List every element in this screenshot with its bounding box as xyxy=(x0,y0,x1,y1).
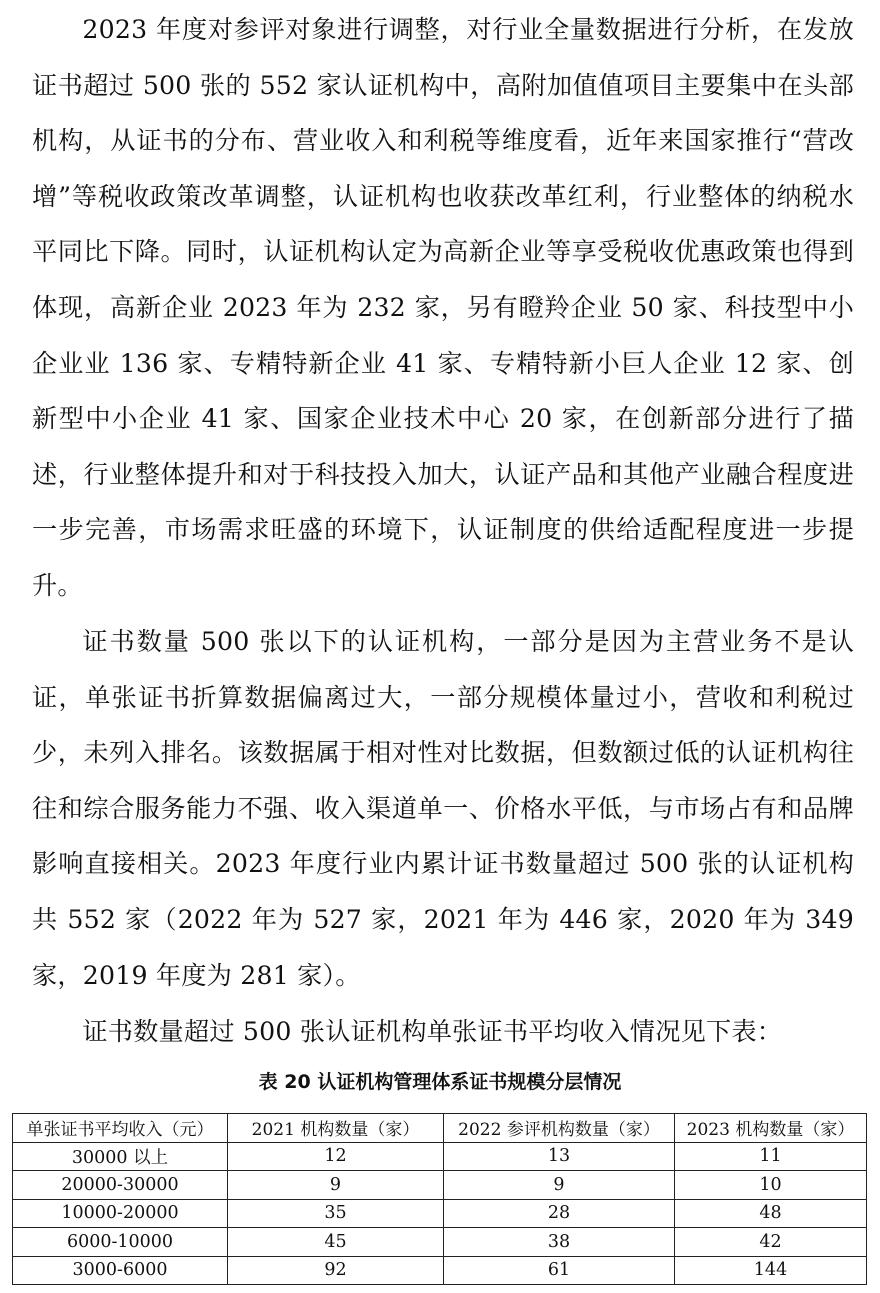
table-cell: 45 xyxy=(228,1228,444,1257)
table-cell: 92 xyxy=(228,1256,444,1285)
table-cell: 9 xyxy=(444,1171,675,1200)
table-cell: 11 xyxy=(675,1142,867,1171)
table-cell: 48 xyxy=(675,1199,867,1228)
data-table xyxy=(12,1113,867,1285)
table-cell: 13 xyxy=(444,1142,675,1171)
table-cell: 38 xyxy=(444,1228,675,1257)
paragraph-3: 证书数量超过 500 张认证机构单张证书平均收入情况见下表： xyxy=(82,1017,783,1046)
table-cell: 10000-20000 xyxy=(13,1199,228,1228)
table-row xyxy=(13,1171,867,1200)
column-header: 2023 机构数量（家） xyxy=(675,1114,867,1143)
column-header: 2021 机构数量（家） xyxy=(228,1114,444,1143)
table-row xyxy=(13,1228,867,1257)
column-header: 单张证书平均收入（元） xyxy=(13,1114,228,1143)
paragraph-1: 2023 年度对参评对象进行调整，对行业全量数据进行分析，在发放证书超过 500 张的 552 家认证机构中，高附加值值项目主要集中在头部机构，从证书的分布、营业收入和利税等维度看，近年来国家推行“营改增”等税收政策改革调整，认证机构也收获改革红利，行业整体的纳税水平同比下降。同时，认证机构认定为高新企业等享受税收优惠政策也得到体现，高新企业 2023 年为 232 家，另有瞪羚企业 50 家、科技型中小企业业 136 家、专精特新企业 41 家、专精特新小巨人企业 12 家、创新型中小企业 41 家、国家企业技术中心 20 家，在创新部分进行了描述，行业整体提升和对于科技投入加大，认证产品和其他产业融合程度进一步完善，市场需求旺盛的环境下，认证制度的供给适配程度进一步提升。 xyxy=(32,15,854,600)
table-cell: 20000-30000 xyxy=(13,1171,228,1200)
table-cell: 144 xyxy=(675,1256,867,1285)
table-row xyxy=(13,1199,867,1228)
table-cell: 35 xyxy=(228,1199,444,1228)
table-cell: 6000-10000 xyxy=(13,1228,228,1257)
column-header: 2022 参评机构数量（家） xyxy=(444,1114,675,1143)
table-caption: 表 20 认证机构管理体系证书规模分层情况 xyxy=(258,1071,622,1093)
table-cell: 12 xyxy=(228,1142,444,1171)
table-cell: 9 xyxy=(228,1171,444,1200)
table-header-row xyxy=(13,1114,867,1143)
table-cell: 30000 以上 xyxy=(13,1142,228,1171)
table-row xyxy=(13,1256,867,1285)
table-cell: 10 xyxy=(675,1171,867,1200)
table-cell: 3000-6000 xyxy=(13,1256,228,1285)
table-cell: 28 xyxy=(444,1199,675,1228)
table-cell: 61 xyxy=(444,1256,675,1285)
table-cell: 42 xyxy=(675,1228,867,1257)
table-row xyxy=(13,1142,867,1171)
paragraph-2: 证书数量 500 张以下的认证机构，一部分是因为主营业务不是认证，单张证书折算数据偏离过大，一部分规模体量过小，营收和利税过少，未列入排名。该数据属于相对性对比数据，但数额过低的认证机构往往和综合服务能力不强、收入渠道单一、价格水平低，与市场占有和品牌影响直接相关。2023 年度行业内累计证书数量超过 500 张的认证机构共 552 家（2022 年为 527 家，2021 年为 446 家，2020 年为 349 家，2019 年度为 281 家）。 xyxy=(32,627,854,990)
